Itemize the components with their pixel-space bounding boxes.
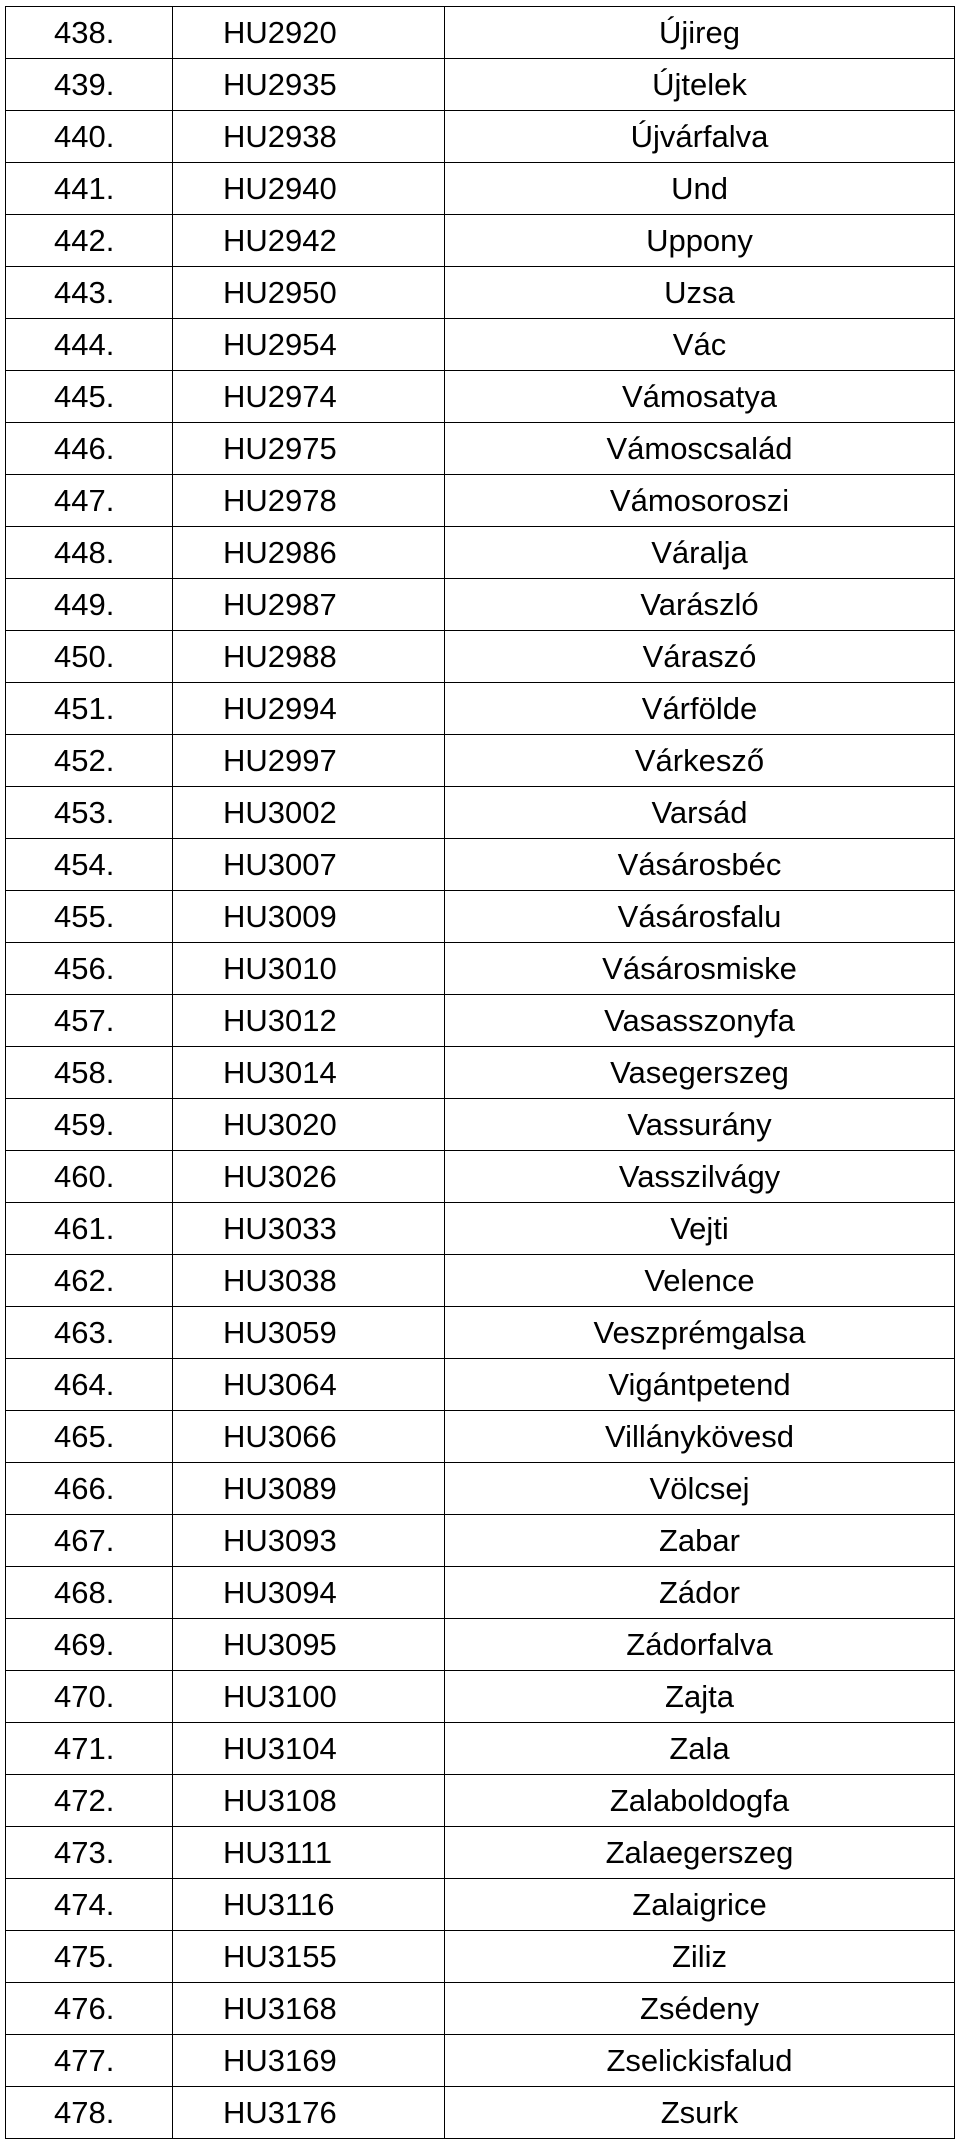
table-row — [6, 527, 955, 579]
settlement-name: Völcsej — [445, 1463, 955, 1515]
row-number: 452. — [6, 735, 173, 787]
site-code: HU3064 — [173, 1359, 445, 1411]
row-number: 460. — [6, 1151, 173, 1203]
site-code: HU3014 — [173, 1047, 445, 1099]
site-code: HU3104 — [173, 1723, 445, 1775]
site-code: HU3094 — [173, 1567, 445, 1619]
table-row — [6, 1775, 955, 1827]
row-number: 476. — [6, 1983, 173, 2035]
table-row — [6, 1255, 955, 1307]
site-code: HU2950 — [173, 267, 445, 319]
site-code: HU3026 — [173, 1151, 445, 1203]
table-row — [6, 943, 955, 995]
row-number: 465. — [6, 1411, 173, 1463]
site-code: HU3007 — [173, 839, 445, 891]
site-code: HU3169 — [173, 2035, 445, 2087]
table-row — [6, 2035, 955, 2087]
settlement-name: Újtelek — [445, 59, 955, 111]
row-number: 464. — [6, 1359, 173, 1411]
table-row — [6, 1827, 955, 1879]
table-row — [6, 1151, 955, 1203]
settlement-name: Vejti — [445, 1203, 955, 1255]
row-number: 462. — [6, 1255, 173, 1307]
row-number: 472. — [6, 1775, 173, 1827]
table-row — [6, 891, 955, 943]
site-code: HU2974 — [173, 371, 445, 423]
settlement-name: Vasasszonyfa — [445, 995, 955, 1047]
table-row — [6, 267, 955, 319]
settlement-name: Velence — [445, 1255, 955, 1307]
document-page — [5, 6, 955, 2139]
row-number: 470. — [6, 1671, 173, 1723]
settlement-name: Zádor — [445, 1567, 955, 1619]
site-code: HU3012 — [173, 995, 445, 1047]
row-number: 473. — [6, 1827, 173, 1879]
table-row — [6, 787, 955, 839]
row-number: 449. — [6, 579, 173, 631]
settlement-name: Vámosatya — [445, 371, 955, 423]
table-row — [6, 1099, 955, 1151]
row-number: 450. — [6, 631, 173, 683]
table-row — [6, 7, 955, 59]
table-row — [6, 1671, 955, 1723]
site-code: HU3038 — [173, 1255, 445, 1307]
site-code: HU3155 — [173, 1931, 445, 1983]
settlement-name: Vásárosmiske — [445, 943, 955, 995]
site-code: HU3002 — [173, 787, 445, 839]
settlement-table — [5, 6, 955, 2139]
table-row — [6, 735, 955, 787]
settlement-name: Zselickisfalud — [445, 2035, 955, 2087]
table-row — [6, 2087, 955, 2139]
row-number: 447. — [6, 475, 173, 527]
site-code: HU2997 — [173, 735, 445, 787]
site-code: HU3095 — [173, 1619, 445, 1671]
site-code: HU3066 — [173, 1411, 445, 1463]
row-number: 451. — [6, 683, 173, 735]
table-row — [6, 423, 955, 475]
table-row — [6, 579, 955, 631]
table-row — [6, 1463, 955, 1515]
settlement-name: Zalaigrice — [445, 1879, 955, 1931]
row-number: 440. — [6, 111, 173, 163]
table-row — [6, 1515, 955, 1567]
settlement-name: Vasszilvágy — [445, 1151, 955, 1203]
settlement-name: Várfölde — [445, 683, 955, 735]
table-row — [6, 631, 955, 683]
settlement-name: Uzsa — [445, 267, 955, 319]
settlement-name: Zajta — [445, 1671, 955, 1723]
table-row — [6, 1047, 955, 1099]
table-row — [6, 1619, 955, 1671]
settlement-name: Varsád — [445, 787, 955, 839]
settlement-name: Varászló — [445, 579, 955, 631]
settlement-name: Vásárosbéc — [445, 839, 955, 891]
settlement-name: Újireg — [445, 7, 955, 59]
table-row — [6, 1307, 955, 1359]
settlement-name: Zádorfalva — [445, 1619, 955, 1671]
site-code: HU2938 — [173, 111, 445, 163]
table-body — [6, 7, 955, 2139]
row-number: 448. — [6, 527, 173, 579]
row-number: 471. — [6, 1723, 173, 1775]
settlement-name: Zala — [445, 1723, 955, 1775]
row-number: 441. — [6, 163, 173, 215]
table-row — [6, 59, 955, 111]
settlement-name: Uppony — [445, 215, 955, 267]
row-number: 446. — [6, 423, 173, 475]
table-row — [6, 1931, 955, 1983]
row-number: 454. — [6, 839, 173, 891]
table-row — [6, 839, 955, 891]
settlement-name: Vámoscsalád — [445, 423, 955, 475]
settlement-name: Vác — [445, 319, 955, 371]
site-code: HU2994 — [173, 683, 445, 735]
site-code: HU3020 — [173, 1099, 445, 1151]
settlement-name: Váralja — [445, 527, 955, 579]
row-number: 477. — [6, 2035, 173, 2087]
site-code: HU2920 — [173, 7, 445, 59]
table-row — [6, 995, 955, 1047]
table-row — [6, 319, 955, 371]
table-row — [6, 215, 955, 267]
settlement-name: Zalaegerszeg — [445, 1827, 955, 1879]
settlement-name: Ziliz — [445, 1931, 955, 1983]
row-number: 461. — [6, 1203, 173, 1255]
row-number: 459. — [6, 1099, 173, 1151]
table-row — [6, 163, 955, 215]
settlement-name: Újvárfalva — [445, 111, 955, 163]
row-number: 474. — [6, 1879, 173, 1931]
site-code: HU3176 — [173, 2087, 445, 2139]
row-number: 467. — [6, 1515, 173, 1567]
row-number: 453. — [6, 787, 173, 839]
site-code: HU2987 — [173, 579, 445, 631]
site-code: HU3009 — [173, 891, 445, 943]
site-code: HU3033 — [173, 1203, 445, 1255]
settlement-name: Zalaboldogfa — [445, 1775, 955, 1827]
row-number: 438. — [6, 7, 173, 59]
row-number: 457. — [6, 995, 173, 1047]
table-row — [6, 371, 955, 423]
row-number: 468. — [6, 1567, 173, 1619]
site-code: HU3059 — [173, 1307, 445, 1359]
site-code: HU3116 — [173, 1879, 445, 1931]
row-number: 455. — [6, 891, 173, 943]
table-row — [6, 1723, 955, 1775]
row-number: 458. — [6, 1047, 173, 1099]
row-number: 442. — [6, 215, 173, 267]
settlement-name: Zabar — [445, 1515, 955, 1567]
site-code: HU2975 — [173, 423, 445, 475]
row-number: 463. — [6, 1307, 173, 1359]
site-code: HU3111 — [173, 1827, 445, 1879]
settlement-name: Veszprémgalsa — [445, 1307, 955, 1359]
table-row — [6, 1411, 955, 1463]
row-number: 444. — [6, 319, 173, 371]
row-number: 456. — [6, 943, 173, 995]
table-row — [6, 1983, 955, 2035]
table-row — [6, 683, 955, 735]
row-number: 475. — [6, 1931, 173, 1983]
table-row — [6, 475, 955, 527]
settlement-name: Vassurány — [445, 1099, 955, 1151]
site-code: HU2954 — [173, 319, 445, 371]
settlement-name: Vásárosfalu — [445, 891, 955, 943]
row-number: 478. — [6, 2087, 173, 2139]
table-row — [6, 1879, 955, 1931]
site-code: HU3168 — [173, 1983, 445, 2035]
site-code: HU2940 — [173, 163, 445, 215]
site-code: HU2988 — [173, 631, 445, 683]
settlement-name: Vigántpetend — [445, 1359, 955, 1411]
site-code: HU3100 — [173, 1671, 445, 1723]
site-code: HU3089 — [173, 1463, 445, 1515]
settlement-name: Várkesző — [445, 735, 955, 787]
table-row — [6, 1203, 955, 1255]
row-number: 445. — [6, 371, 173, 423]
site-code: HU3108 — [173, 1775, 445, 1827]
row-number: 439. — [6, 59, 173, 111]
settlement-name: Vámosoroszi — [445, 475, 955, 527]
settlement-name: Und — [445, 163, 955, 215]
table-row — [6, 111, 955, 163]
site-code: HU3093 — [173, 1515, 445, 1567]
settlement-name: Villánykövesd — [445, 1411, 955, 1463]
table-row — [6, 1567, 955, 1619]
row-number: 469. — [6, 1619, 173, 1671]
settlement-name: Váraszó — [445, 631, 955, 683]
row-number: 443. — [6, 267, 173, 319]
site-code: HU2986 — [173, 527, 445, 579]
site-code: HU3010 — [173, 943, 445, 995]
site-code: HU2942 — [173, 215, 445, 267]
site-code: HU2935 — [173, 59, 445, 111]
settlement-name: Zsurk — [445, 2087, 955, 2139]
row-number: 466. — [6, 1463, 173, 1515]
table-row — [6, 1359, 955, 1411]
site-code: HU2978 — [173, 475, 445, 527]
settlement-name: Vasegerszeg — [445, 1047, 955, 1099]
settlement-name: Zsédeny — [445, 1983, 955, 2035]
